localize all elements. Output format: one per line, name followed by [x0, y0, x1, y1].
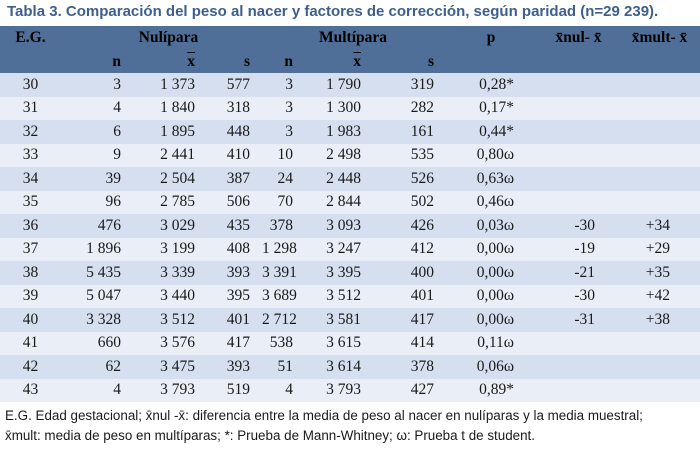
table-body — [0, 73, 700, 402]
cell-diff-nul — [538, 332, 619, 356]
cell-nul-xbar: 2 785 — [160, 193, 195, 211]
cell-nul-xbar: 3 199 — [160, 240, 195, 258]
cell-mul-xbar: 2 498 — [326, 146, 361, 164]
table-row — [0, 355, 700, 379]
cell-diff-mult — [619, 379, 700, 403]
cell-nul-n: 4 — [113, 381, 121, 399]
cell-mul-n: 3 — [285, 99, 293, 117]
cell-diff-nul: -19 — [574, 240, 596, 258]
cell-mul-xbar: 3 093 — [326, 216, 361, 234]
cell-diff-mult: +34 — [645, 216, 671, 234]
cell-nul-s: 417 — [226, 334, 250, 352]
cell-eg: 34 — [22, 169, 39, 187]
cell-eg: 42 — [22, 357, 39, 375]
cell-diff-nul — [538, 191, 619, 215]
cell-diff-nul: -30 — [574, 216, 596, 234]
cell-mul-s: 412 — [410, 240, 435, 258]
cell-eg: 39 — [22, 287, 39, 305]
cell-nul-n: 62 — [105, 357, 121, 375]
cell-nul-xbar: 2 504 — [160, 169, 195, 187]
header-eg: E.G. — [15, 29, 46, 46]
cell-nul-s: 448 — [226, 122, 250, 140]
table-row — [0, 191, 700, 215]
cell-mul-s: 319 — [410, 75, 435, 93]
cell-eg: 33 — [22, 146, 39, 164]
table-row — [0, 238, 700, 262]
cell-mul-n: 10 — [277, 146, 293, 164]
cell-diff-mult: +42 — [645, 287, 671, 305]
cell-nul-n: 4 — [113, 99, 121, 117]
cell-mul-s: 378 — [410, 357, 435, 375]
cell-mul-s: 427 — [410, 381, 435, 399]
cell-mul-xbar: 3 793 — [326, 381, 361, 399]
cell-mul-n: 1 298 — [262, 240, 297, 258]
cell-mul-n: 24 — [277, 169, 293, 187]
cell-mul-s: 401 — [410, 287, 435, 305]
cell-mul-s: 161 — [410, 122, 435, 140]
cell-p-value: 0,00ω — [476, 287, 515, 305]
table-row — [0, 332, 700, 356]
cell-mul-n: 51 — [277, 357, 293, 375]
cell-nul-s: 410 — [226, 146, 250, 164]
cell-mul-n: 3 391 — [262, 263, 297, 281]
cell-eg: 40 — [22, 310, 39, 328]
cell-mul-xbar: 3 581 — [326, 310, 361, 328]
cell-diff-mult: +29 — [645, 240, 671, 258]
header-diff-mult: x̄mult- x̄ — [631, 29, 688, 46]
cell-eg: 30 — [22, 75, 39, 93]
cell-mul-s: 426 — [410, 216, 435, 234]
cell-mul-n: 4 — [285, 381, 293, 399]
cell-nul-n: 3 328 — [86, 310, 121, 328]
cell-mul-xbar: 1 983 — [326, 122, 361, 140]
cell-nul-n: 6 — [113, 122, 121, 140]
cell-mul-s: 414 — [410, 334, 435, 352]
cell-diff-mult — [619, 191, 700, 215]
cell-mul-n: 538 — [269, 334, 293, 352]
header-multipara: Multípara — [318, 29, 388, 46]
cell-p-value: 0,28* — [479, 75, 515, 93]
cell-nul-xbar: 3 440 — [160, 287, 195, 305]
cell-mul-n: 3 689 — [262, 287, 297, 305]
cell-mul-xbar: 1 300 — [326, 99, 361, 117]
cell-p-value: 0,46ω — [476, 193, 515, 211]
cell-diff-nul — [538, 167, 619, 191]
cell-nul-s: 519 — [226, 381, 250, 399]
cell-diff-nul — [538, 120, 619, 144]
cell-nul-n: 660 — [97, 334, 121, 352]
cell-diff-nul — [538, 97, 619, 121]
cell-nul-n: 1 896 — [86, 240, 121, 258]
footnote — [0, 402, 700, 446]
table-row — [0, 97, 700, 121]
cell-diff-nul — [538, 73, 619, 97]
table-row — [0, 285, 700, 309]
cell-p-value: 0,44* — [479, 122, 515, 140]
cell-nul-n: 476 — [97, 216, 121, 234]
cell-nul-n: 3 — [113, 75, 121, 93]
cell-eg: 35 — [22, 193, 39, 211]
cell-eg: 31 — [22, 99, 39, 117]
cell-mul-xbar: 3 512 — [326, 287, 361, 305]
cell-nul-n: 5 435 — [86, 263, 121, 281]
cell-nul-s: 393 — [226, 357, 250, 375]
cell-diff-nul: -31 — [574, 310, 596, 328]
cell-mul-xbar: 3 395 — [326, 263, 361, 281]
cell-mul-s: 526 — [410, 169, 435, 187]
cell-nul-xbar: 3 029 — [160, 216, 195, 234]
cell-nul-n: 5 047 — [86, 287, 121, 305]
header-p: p — [486, 29, 496, 46]
cell-mul-s: 502 — [410, 193, 435, 211]
cell-p-value: 0,00ω — [476, 310, 515, 328]
cell-diff-mult — [619, 144, 700, 168]
table-row — [0, 73, 700, 97]
cell-nul-xbar: 1 895 — [160, 122, 195, 140]
cell-mul-xbar: 3 247 — [326, 240, 361, 258]
cell-diff-mult — [619, 355, 700, 379]
cell-eg: 36 — [22, 216, 39, 234]
header-nul-n: n — [112, 52, 121, 70]
cell-nul-s: 435 — [226, 216, 250, 234]
cell-diff-mult — [619, 97, 700, 121]
table-row — [0, 308, 700, 332]
header-nul-s: s — [243, 52, 250, 70]
cell-p-value: 0,63ω — [476, 169, 515, 187]
cell-mul-n: 378 — [269, 216, 293, 234]
header-row-groups — [0, 26, 700, 50]
cell-diff-mult — [619, 167, 700, 191]
cell-diff-nul — [538, 144, 619, 168]
footnote-line-1: E.G. Edad gestacional; x̄nul -x̄: diferencia entre la media de peso al nacer en nulíparas y la media muestral; — [5, 408, 643, 423]
cell-diff-nul: -30 — [574, 287, 596, 305]
table-row — [0, 214, 700, 238]
cell-mul-xbar: 3 615 — [326, 334, 361, 352]
cell-p-value: 0,80ω — [476, 146, 515, 164]
cell-eg: 43 — [22, 381, 39, 399]
cell-nul-xbar: 3 793 — [160, 381, 195, 399]
cell-nul-n: 96 — [105, 193, 121, 211]
cell-mul-s: 535 — [410, 146, 435, 164]
table-caption: Tabla 3. Comparación del peso al nacer y factores de corrección, según paridad (n=29 239). — [7, 3, 659, 20]
cell-mul-n: 70 — [277, 193, 293, 211]
cell-p-value: 0,11ω — [477, 334, 515, 352]
cell-p-value: 0,00ω — [476, 240, 515, 258]
cell-nul-xbar: 2 441 — [160, 146, 195, 164]
cell-diff-nul: -21 — [574, 263, 596, 281]
cell-nul-xbar: 1 840 — [160, 99, 195, 117]
cell-diff-mult — [619, 332, 700, 356]
table-row — [0, 144, 700, 168]
cell-p-value: 0,03ω — [476, 216, 515, 234]
cell-eg: 32 — [22, 122, 39, 140]
cell-diff-mult — [619, 120, 700, 144]
cell-nul-n: 39 — [105, 169, 121, 187]
cell-diff-mult: +38 — [645, 310, 671, 328]
cell-p-value: 0,89* — [479, 381, 515, 399]
cell-mul-s: 282 — [410, 99, 435, 117]
footnote-line-2: x̄mult: media de peso en multíparas; *: Prueba de Mann-Whitney; ω: Prueba t de student. — [5, 428, 535, 443]
cell-nul-xbar: 3 339 — [160, 263, 195, 281]
header-nulipara: Nulípara — [138, 29, 199, 46]
header-mul-s: s — [427, 52, 435, 70]
header-row-columns — [0, 50, 700, 73]
cell-eg: 37 — [22, 240, 39, 258]
cell-diff-nul — [538, 355, 619, 379]
table-row — [0, 261, 700, 285]
header-nul-xbar: $\overline{x}$ — [187, 52, 195, 70]
cell-nul-s: 577 — [226, 75, 250, 93]
cell-mul-xbar: 2 448 — [326, 169, 361, 187]
cell-mul-xbar: 3 614 — [326, 357, 361, 375]
birth-weight-table — [0, 26, 700, 402]
cell-nul-s: 401 — [226, 310, 250, 328]
table-row — [0, 379, 700, 403]
cell-nul-s: 408 — [226, 240, 250, 258]
cell-mul-n: 3 — [285, 122, 293, 140]
cell-nul-s: 395 — [226, 287, 250, 305]
cell-mul-n: 2 712 — [262, 310, 297, 328]
cell-diff-mult: +35 — [645, 263, 671, 281]
cell-nul-n: 9 — [113, 146, 121, 164]
cell-eg: 38 — [22, 263, 39, 281]
cell-mul-s: 417 — [410, 310, 435, 328]
table-row — [0, 167, 700, 191]
cell-nul-s: 318 — [226, 99, 250, 117]
cell-mul-n: 3 — [285, 75, 293, 93]
cell-nul-xbar: 3 576 — [160, 334, 195, 352]
cell-nul-xbar: 1 373 — [160, 75, 195, 93]
header-mul-xbar: $\overline{x}$ — [353, 52, 361, 70]
cell-mul-xbar: 1 790 — [326, 75, 361, 93]
cell-nul-xbar: 3 475 — [160, 357, 195, 375]
cell-nul-s: 506 — [226, 193, 250, 211]
cell-mul-s: 400 — [410, 263, 435, 281]
cell-eg: 41 — [22, 334, 39, 352]
header-diff-nul: x̄nul- x̄ — [555, 29, 602, 46]
cell-p-value: 0,17* — [479, 99, 515, 117]
cell-diff-mult — [619, 73, 700, 97]
table-row — [0, 120, 700, 144]
cell-diff-nul — [538, 379, 619, 403]
cell-p-value: 0,06ω — [476, 357, 515, 375]
cell-nul-xbar: 3 512 — [160, 310, 195, 328]
cell-nul-s: 387 — [226, 169, 250, 187]
cell-p-value: 0,00ω — [476, 263, 515, 281]
header-mul-n: n — [284, 52, 293, 70]
cell-mul-xbar: 2 844 — [326, 193, 361, 211]
cell-nul-s: 393 — [226, 263, 250, 281]
